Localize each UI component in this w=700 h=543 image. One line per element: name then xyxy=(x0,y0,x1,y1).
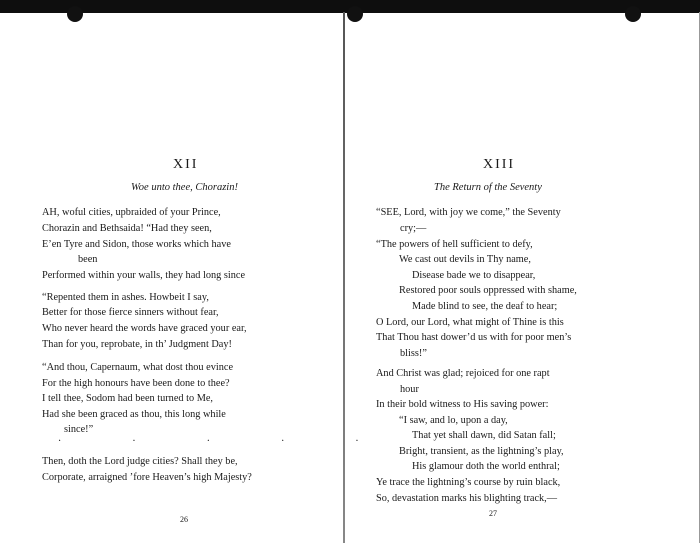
poem-number: XIII xyxy=(483,157,516,172)
poem-line: Performed within your walls, they had long since xyxy=(42,270,246,281)
poem-line: Corporate, arraigned ’fore Heaven’s high Majesty? xyxy=(42,472,252,483)
poem-line: Had she been graced as thou, this long while xyxy=(42,409,226,420)
poem-number: XII xyxy=(173,157,199,172)
poem-line: Restored poor souls oppressed with shame, xyxy=(399,285,577,296)
poem-line: We cast out devils in Thy name, xyxy=(399,254,531,265)
poem-line: “And thou, Capernaum, what dost thou evince xyxy=(42,362,234,373)
poem-line: “Repented them in ashes. Howbeit I say, xyxy=(42,292,209,303)
poem-line: Disease bade we to disappear, xyxy=(412,270,536,281)
poem-title: Woe unto thee, Chorazin! xyxy=(131,182,238,193)
poem-line: “The powers of hell sufficient to defy, xyxy=(376,239,533,250)
poem-line: For the high honours have been done to thee? xyxy=(42,378,230,389)
poem-line: And Christ was glad; rejoiced for one rapt xyxy=(376,368,550,379)
right-page xyxy=(345,0,700,543)
poem-line: I tell thee, Sodom had been turned to Me, xyxy=(42,393,213,404)
poem-line: That Thou hast dower’d us with for poor men’s xyxy=(376,332,572,343)
poem-line: “SEE, Lord, with joy we come,” the Seventy xyxy=(376,207,561,218)
poem-line: In their bold witness to His saving power: xyxy=(376,399,549,410)
ellipsis-dots: . . . . . xyxy=(58,433,393,444)
poem-line: since!” xyxy=(64,424,94,435)
page-number: 27 xyxy=(489,509,497,518)
poem-title: The Return of the Seventy xyxy=(434,182,542,193)
page-number: 26 xyxy=(180,515,188,524)
poem-line: Better for those fierce sinners without fear, xyxy=(42,307,219,318)
poem-line: That yet shall dawn, did Satan fall; xyxy=(412,430,556,441)
poem-line: cry;— xyxy=(400,223,427,234)
poem-line: Than for you, reprobate, in th’ Judgment Day! xyxy=(42,339,232,350)
poem-line: Then, doth the Lord judge cities? Shall they be, xyxy=(42,456,238,467)
poem-line: So, devastation marks his blighting track,— xyxy=(376,493,558,504)
poem-line: Made blind to see, the deaf to hear; xyxy=(412,301,558,312)
poem-line: been xyxy=(78,254,98,265)
poem-line: Bright, transient, as the lightning’s play, xyxy=(399,446,564,457)
poem-line: Ye trace the lightning’s course by ruin black, xyxy=(376,477,561,488)
poem-line: O Lord, our Lord, what might of Thine is this xyxy=(376,317,564,328)
poem-line: hour xyxy=(400,384,419,395)
poem-line: E’en Tyre and Sidon, those works which have xyxy=(42,239,231,250)
poem-line: His glamour doth the world enthral; xyxy=(412,461,560,472)
poem-line: Who never heard the words have graced your ear, xyxy=(42,323,247,334)
poem-line: bliss!” xyxy=(400,348,427,359)
poem-line: Chorazin and Bethsaida! “Had they seen, xyxy=(42,223,212,234)
poem-line: “I saw, and lo, upon a day, xyxy=(399,415,508,426)
poem-line: AH, woful cities, upbraided of your Prince, xyxy=(42,207,221,218)
